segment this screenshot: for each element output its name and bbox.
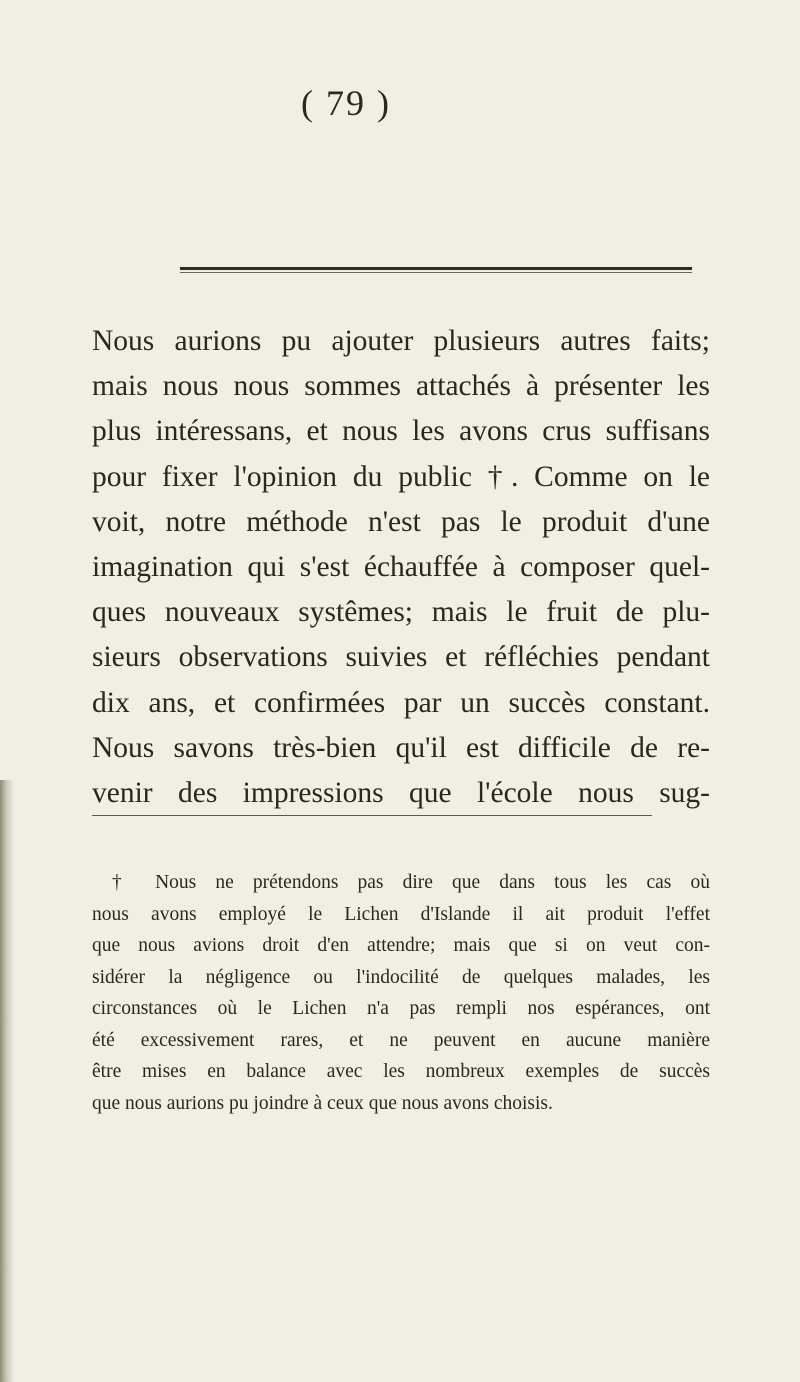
page-edge-shadow [0,780,14,1382]
footnote-line: nous avons employé le Lichen d'Islande il ait produit l'effet [92,903,710,925]
footnote-line: † Nous ne prétendons pas dire que dans tous les cas où [112,872,710,893]
text-line: Nous savons très-bien qu'il est difficile de re- [92,731,710,764]
text-line: pour fixer l'opinion du public †. Comme on le [92,460,710,493]
footnote-rule [92,815,652,816]
text-line: mais nous nous sommes attachés à présenter les [92,370,710,403]
footnote-line: que nous aurions pu joindre à ceux que nous avons choisis. [92,1092,553,1114]
text-line: venir des impressions que l'école nous sug- [92,777,710,810]
text-line: Nous aurions pu ajouter plusieurs autres faits; [92,325,710,357]
footnote-line: être mises en balance avec les nombreux exemples de succès [92,1061,710,1082]
footnote [92,867,710,1119]
text-line: sieurs observations suivies et réfléchies pendant [92,641,710,674]
text-line: voit, notre méthode n'est pas le produit d'une [92,505,710,538]
footnote-line: circonstances où le Lichen n'a pas rempli nos espérances, ont [92,998,710,1019]
text-line: ques nouveaux systêmes; mais le fruit de plu- [92,596,710,629]
footnote-line: sidérer la négligence ou l'indocilité de quelques malades, les [92,966,710,988]
footnote-line: que nous avions droit d'en attendre; mais que si on veut con- [92,935,710,956]
header-rule-thin [180,272,692,273]
footnote-line: été excessivement rares, et ne peuvent en aucune manière [92,1029,710,1051]
text-line: plus intéressans, et nous les avons crus suffisans [92,415,710,448]
text-line: dix ans, et confirmées par un succès constant. [92,686,710,719]
page-number: ( 79 ) [301,83,391,123]
header-rule [180,267,692,270]
text-line: imagination qui s'est échauffée à composer quel- [92,551,710,584]
main-text [92,319,710,816]
